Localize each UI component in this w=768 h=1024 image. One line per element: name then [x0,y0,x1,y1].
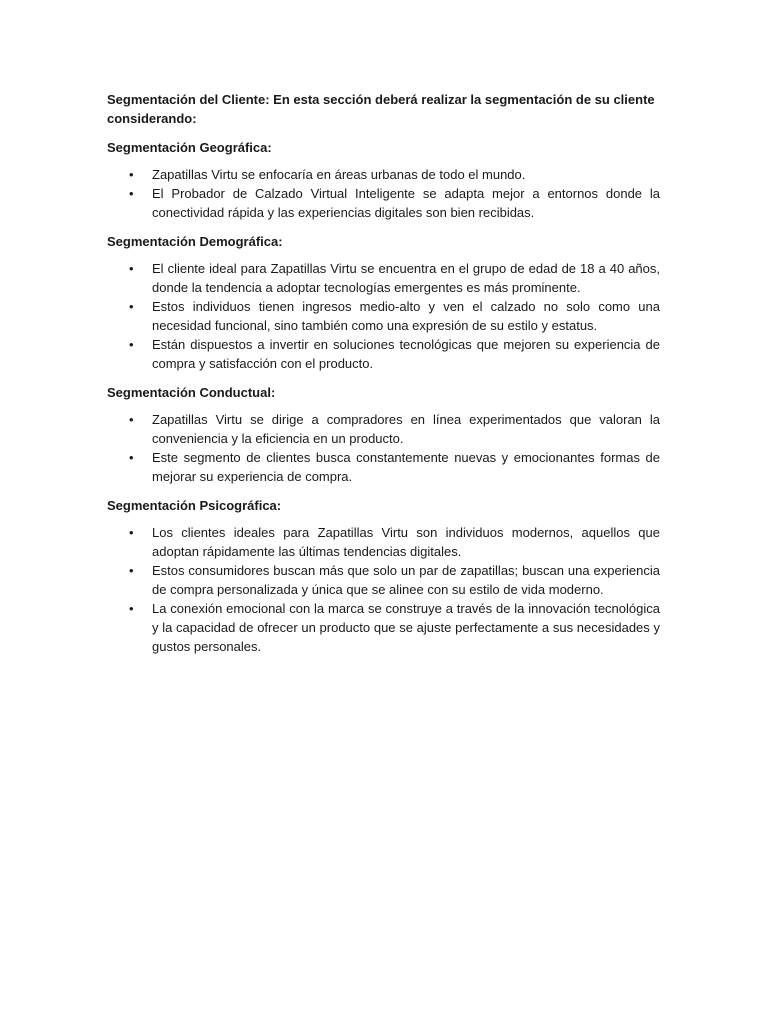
bullet-icon: • [129,450,134,465]
section-title: Segmentación Conductual: [107,385,276,400]
section-demografica [107,232,660,373]
list-item-text: Estos individuos tienen ingresos medio-alto y ven el calzado no solo como una necesidad funcional, sino también como una expresión de su estilo y estatus. [152,299,660,333]
section-title: Segmentación Geográfica: [107,140,272,155]
section-title: Segmentación Psicográfica: [107,498,282,513]
list-item [107,259,660,297]
list-item [107,410,660,448]
bullet-icon: • [129,186,134,201]
list-item-text: Estos consumidores buscan más que solo un par de zapatillas; buscan una experiencia de compra personalizada y única que se alinee con su estilo de vida moderno. [152,563,660,597]
list-item-text: El Probador de Calzado Virtual Inteligente se adapta mejor a entornos donde la conectividad rápida y las experiencias digitales son bien recibidas. [152,186,660,220]
bullet-icon: • [129,601,134,616]
section-psicografica [107,496,660,656]
list-item-text: Zapatillas Virtu se enfocaría en áreas urbanas de todo el mundo. [152,167,526,182]
intro-heading: Segmentación del Cliente: En esta sección deberá realizar la segmentación de su cliente considerando: [107,92,655,126]
list-item-text: Están dispuestos a invertir en soluciones tecnológicas que mejoren su experiencia de compra y satisfacción con el producto. [152,337,660,371]
list-item [107,599,660,656]
bullet-list [107,410,660,486]
list-item-text: Los clientes ideales para Zapatillas Virtu son individuos modernos, aquellos que adoptan rápidamente las últimas tendencias digitales. [152,525,660,559]
bullet-list [107,523,660,656]
bullet-list [107,259,660,373]
list-item-text: Este segmento de clientes busca constantemente nuevas y emocionantes formas de mejorar su experiencia de compra. [152,450,660,484]
bullet-icon: • [129,563,134,578]
bullet-icon: • [129,525,134,540]
list-item [107,165,660,184]
bullet-icon: • [129,412,134,427]
bullet-list [107,165,660,222]
section-title: Segmentación Demográfica: [107,234,283,249]
bullet-icon: • [129,261,134,276]
bullet-icon: • [129,167,134,182]
list-item [107,184,660,222]
bullet-icon: • [129,337,134,352]
bullet-icon: • [129,299,134,314]
section-geografica [107,138,660,222]
document-page [107,90,660,666]
list-item-text: El cliente ideal para Zapatillas Virtu se encuentra en el grupo de edad de 18 a 40 años, donde la tendencia a adoptar tecnologías emergentes es más prominente. [152,261,660,295]
section-conductual [107,383,660,486]
list-item-text: La conexión emocional con la marca se construye a través de la innovación tecnológica y la capacidad de ofrecer un producto que se ajuste perfectamente a sus necesidades y gustos personales. [152,601,660,654]
list-item [107,335,660,373]
list-item [107,523,660,561]
list-item [107,561,660,599]
list-item [107,448,660,486]
list-item [107,297,660,335]
list-item-text: Zapatillas Virtu se dirige a compradores en línea experimentados que valoran la conveniencia y la eficiencia en un producto. [152,412,660,446]
